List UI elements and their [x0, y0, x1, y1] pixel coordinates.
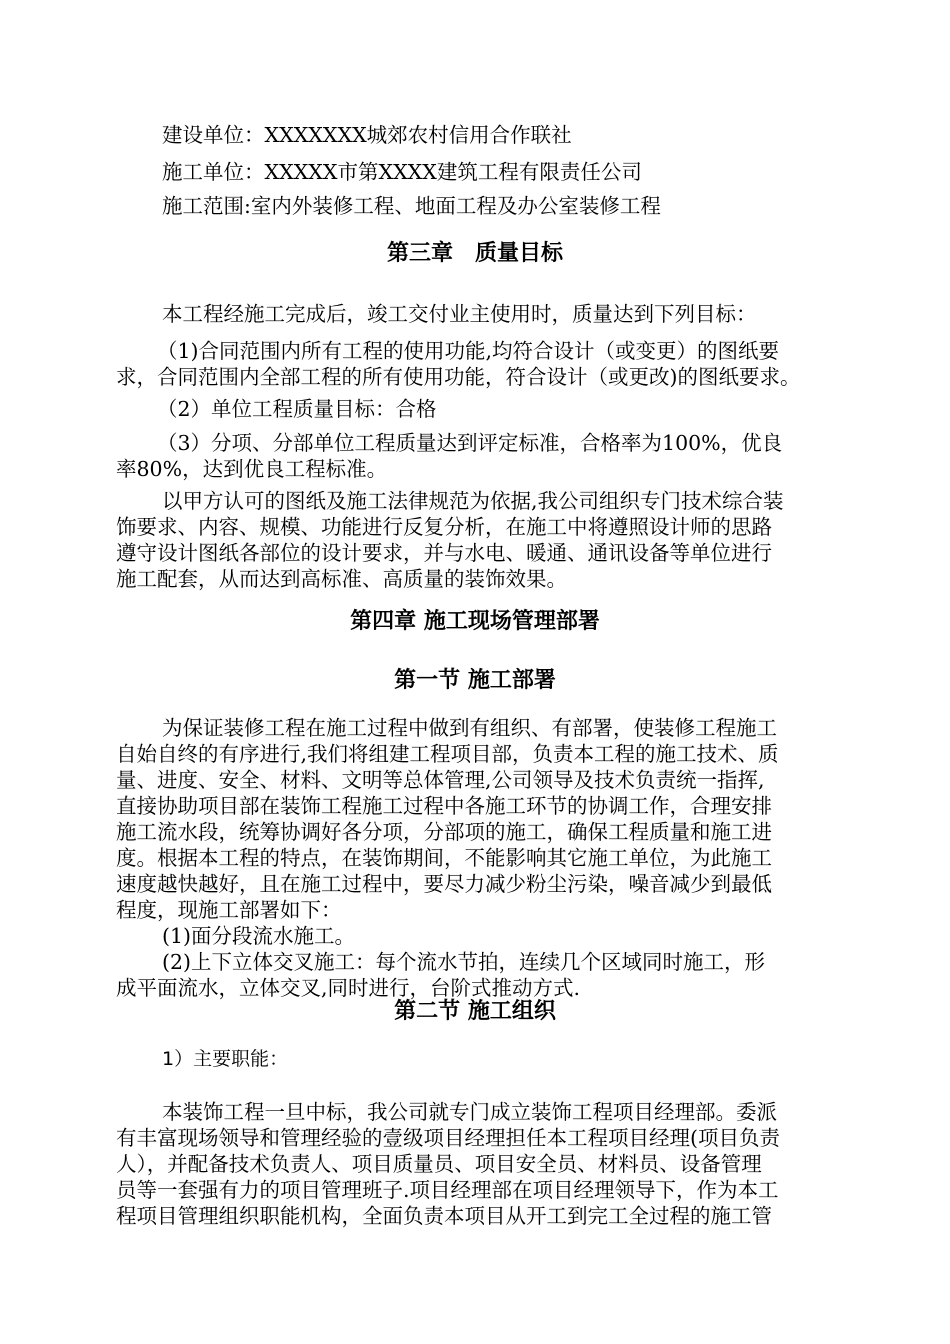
section1-para-line-8: 程度，现施工部署如下： — [116, 898, 342, 922]
quality-item-1-line-2: 求，合同范围内全部工程的所有使用功能，符合设计（或更改)的图纸要求。 — [116, 365, 801, 389]
section1-item-2-line-2: 成平面流水，立体交叉,同时进行，台阶式推动方式. — [116, 976, 581, 1000]
section2-title: 第二节 施工组织 — [394, 999, 556, 1024]
chapter3-para-line-3: 遵守设计图纸各部位的设计要求，并与水电、暖通、通讯设备等单位进行 — [116, 541, 772, 565]
chapter3-para-line-1: 以甲方认可的图纸及施工法律规范为依据,我公司组织专门技术综合装 — [162, 489, 784, 513]
chapter3-para-line-4: 施工配套，从而达到高标准、高质量的装饰效果。 — [116, 567, 567, 591]
section2-para-line-3: 人），并配备技术负责人、项目质量员、项目安全员、材料员、设备管理 — [116, 1152, 762, 1176]
quality-item-2: （2）单位工程质量目标：合格 — [157, 397, 437, 421]
section2-para-line-2: 有丰富现场领导和管理经验的壹级项目经理担任本工程项目经理(项目负责 — [116, 1126, 780, 1150]
section2-sub1: 1）主要职能： — [162, 1048, 289, 1070]
section1-para-line-6: 度。根据本工程的特点，在装饰期间，不能影响其它施工单位，为此施工 — [116, 846, 772, 870]
section2-para-line-4: 员等一套强有力的项目管理班子.项目经理部在项目经理领导下，作为本工 — [116, 1178, 779, 1202]
section1-para-line-4: 直接协助项目部在装饰工程施工过程中各施工环节的协调工作，合理安排 — [116, 794, 772, 818]
section1-para-line-1: 为保证装修工程在施工过程中做到有组织、有部署，使装修工程施工 — [162, 716, 777, 740]
section1-item-1: (1)面分段流水施工。 — [162, 924, 356, 948]
contractor-line: 施工单位：XXXXX市第XXXX建筑工程有限责任公司 — [162, 160, 642, 184]
quality-item-1-line-1: （1)合同范围内所有工程的使用功能,均符合设计（或变更）的图纸要 — [157, 339, 780, 363]
section1-title: 第一节 施工部署 — [394, 668, 556, 693]
chapter3-para-line-2: 饰要求、内容、规模、功能进行反复分析，在施工中将遵照设计师的思路 — [116, 515, 772, 539]
section1-para-line-7: 速度越快越好，且在施工过程中，要尽力减少粉尘污染，噪音减少到最低 — [116, 872, 772, 896]
chapter3-intro: 本工程经施工完成后，竣工交付业主使用时，质量达到下列目标： — [162, 302, 757, 326]
section1-item-2-line-1: (2)上下立体交叉施工：每个流水节拍，连续几个区域同时施工，形 — [162, 950, 766, 974]
chapter4-title: 第四章 施工现场管理部署 — [350, 609, 600, 634]
quality-item-3-line-2: 率80%，达到优良工程标准。 — [116, 457, 388, 481]
section2-para-line-5: 程项目管理组织职能机构，全面负责本项目从开工到完工全过程的施工管 — [116, 1204, 772, 1228]
section1-para-line-3: 量、进度、安全、材料、文明等总体管理,公司领导及技术负责统一指挥, — [116, 768, 765, 792]
scope-line: 施工范围:室内外装修工程、地面工程及办公室装修工程 — [162, 194, 661, 218]
section2-para-line-1: 本装饰工程一旦中标，我公司就专门成立装饰工程项目经理部。委派 — [162, 1100, 777, 1124]
section1-para-line-5: 施工流水段，统筹协调好各分项，分部项的施工，确保工程质量和施工进 — [116, 820, 772, 844]
quality-item-3-line-1: （3）分项、分部单位工程质量达到评定标准，合格率为100%，优良 — [157, 431, 783, 455]
client-line: 建设单位：XXXXXXX城郊农村信用合作联社 — [162, 123, 572, 147]
section1-para-line-2: 自始自终的有序进行,我们将组建工程项目部，负责本工程的施工技术、质 — [116, 742, 779, 766]
chapter3-title: 第三章 质量目标 — [386, 241, 563, 266]
